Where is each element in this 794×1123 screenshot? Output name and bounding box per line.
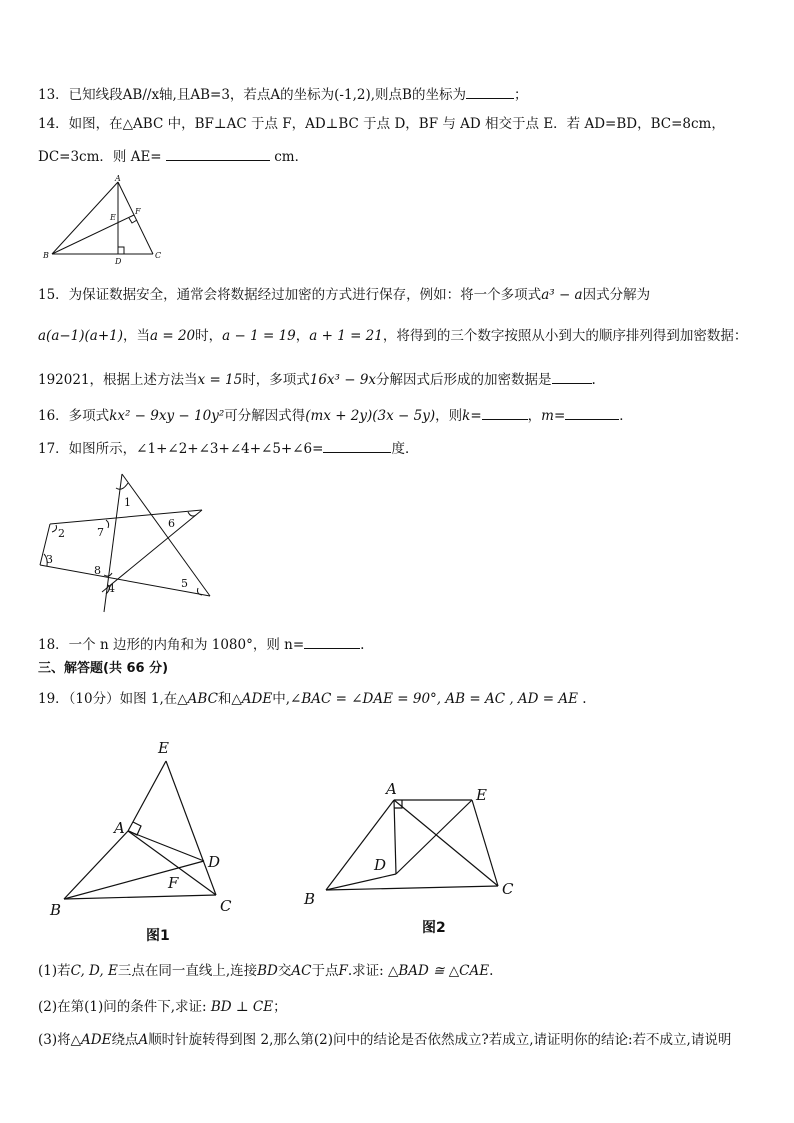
q19-part2-a: (2)在第(1)问的条件下,求证: [38, 999, 211, 1015]
q14-text-line2b: cm． [274, 149, 309, 165]
q17-label-5: 5 [181, 577, 188, 590]
q19-tri1: △ABC [177, 691, 218, 707]
q18-text-a: 18．一个 n 边形的内角和为 1080°，则 n= [38, 637, 305, 653]
q14-label-f: F [135, 207, 141, 216]
question-14-line1 [38, 115, 725, 133]
q14-label-e: E [110, 213, 116, 222]
q15-line3-d: . [591, 372, 596, 388]
q17-line-2 [122, 474, 210, 596]
question-18 [38, 634, 364, 654]
q19-part3-b: 绕点 [111, 1032, 139, 1048]
question-13 [38, 84, 527, 104]
fig1-segment-ba [64, 831, 128, 899]
q16-m: m [541, 408, 554, 424]
q14-right-angle-d [118, 247, 124, 254]
q14-text-line1: 14．如图，在△ABC 中，BF⊥AC 于点 F，AD⊥BC 于点 D，BF 与 AD 相交于点 E．若 AD=BD，BC=8cm， [38, 116, 725, 132]
question-14-line2 [38, 146, 308, 166]
q17-star-figure [36, 470, 216, 615]
fig2-segment-ec [472, 800, 498, 886]
fig2-label-d: D [374, 856, 387, 874]
q17-label-3: 3 [46, 553, 53, 566]
q19-part1-a: (1)若 [38, 963, 71, 979]
q14-label-d: D [115, 257, 122, 266]
q19-part-2 [38, 998, 287, 1016]
q14-answer-blank[interactable] [166, 146, 270, 161]
q17-arc-1 [116, 483, 128, 489]
question-16 [38, 405, 633, 425]
q19-part1-end: . [489, 963, 494, 979]
fig1-caption: 图1 [146, 928, 170, 944]
q19-figure-1 [40, 735, 250, 945]
question-19 [38, 690, 587, 708]
section-3-heading: 三、解答题(共 66 分) [38, 661, 169, 676]
q15-line3-poly: 16x³ − 9x [309, 372, 377, 388]
q17-label-2: 2 [58, 527, 65, 540]
q19-part3-tri: △ADE [70, 1032, 112, 1048]
question-15-line2 [38, 327, 747, 345]
q19-figure-2 [298, 770, 528, 940]
q19-text-c: 中, [272, 691, 291, 707]
q19-part1-d: 于点 [311, 963, 339, 979]
q17-label-1: 1 [124, 496, 131, 509]
q15-line2-v2: a + 1 = 21 [309, 328, 383, 344]
q15-text1b: 因式分解为 [582, 287, 651, 303]
q17-label-4: 4 [108, 582, 115, 595]
q17-arc-2 [52, 525, 57, 532]
q16-poly: kx² − 9xy − 10y² [109, 408, 225, 424]
q15-line2-cond: a = 20 [150, 328, 196, 344]
fig2-label-e: E [476, 786, 487, 804]
q19-tri2: △ADE [231, 691, 273, 707]
fig1-segment-ae [128, 761, 166, 831]
q13-tail: ； [513, 87, 528, 103]
question-15-line3 [38, 369, 596, 389]
fig2-label-c: C [502, 880, 514, 898]
fig1-segment-bc [64, 895, 216, 899]
q17-text-b: 度． [391, 441, 419, 457]
q14-label-b: B [43, 251, 49, 260]
q17-label-6: 6 [168, 517, 175, 530]
q15-text1a: 15．为保证数据安全，通常会将数据经过加密的方式进行保存，例如：将一个多项式 [38, 287, 542, 303]
q17-text-a: 17．如图所示，∠1+∠2+∠3+∠4+∠5+∠6= [38, 441, 324, 457]
q15-factor: a(a−1)(a+1) [38, 328, 124, 344]
question-15-line1 [38, 286, 650, 304]
q19-part1-e: .求证: [347, 963, 388, 979]
q19-part1-ac: AC [291, 963, 312, 979]
fig1-label-f: F [168, 874, 179, 892]
q19-text-b: 和 [217, 691, 232, 707]
q15-line2-c: ， [295, 328, 310, 344]
q17-label-8: 8 [94, 564, 101, 577]
q19-part3-c: 顺时针旋转得到图 2,那么第(2)问中的结论是否依然成立?若成立,请证明你的结论:若不成立,请说明 [148, 1032, 732, 1048]
fig1-label-d: D [208, 853, 221, 871]
q15-line2-d: ，将得到的三个数字按照从小到大的顺序排列得到加密数据： [382, 328, 748, 344]
q16-m-blank[interactable] [565, 405, 619, 420]
q14-segment-ac [118, 182, 153, 254]
q19-cond: ∠BAC = ∠DAE = 90°, AB = AC , AD = AE [290, 691, 578, 707]
q19-text-d: . [577, 691, 587, 707]
question-17 [38, 438, 418, 458]
q19-part3-a: (3)将 [38, 1032, 71, 1048]
q15-line2-a: ，当 [123, 328, 151, 344]
fig1-label-b: B [50, 901, 62, 919]
q19-part3-pt: A [138, 1032, 149, 1048]
q19-part-1 [38, 962, 493, 980]
q16-factored: (mx + 2y)(3x − 5y) [305, 408, 436, 424]
fig1-segment-ad [128, 831, 204, 861]
q17-label-7: 7 [97, 526, 104, 539]
q14-segment-ab [52, 182, 118, 254]
fig2-label-b: B [304, 890, 316, 908]
q19-part1-b: 三点在同一直线上,连接 [117, 963, 258, 979]
q19-text-a: 19．（10分）如图 1,在 [38, 691, 178, 707]
q19-part1-pts: C, D, E [70, 963, 118, 979]
q13-text: 13．已知线段AB//x轴,且AB=3，若点A的坐标为(-1,2),则点B的坐标为 [38, 87, 466, 103]
q16-text-a: 16．多项式 [38, 408, 110, 424]
q17-line-3 [50, 510, 202, 524]
q16-text-g: ． [619, 408, 633, 424]
fig1-label-a: A [114, 819, 125, 837]
q16-text-c: ，则 [435, 408, 463, 424]
q13-answer-blank[interactable] [466, 84, 514, 99]
q19-part-3 [38, 1031, 731, 1049]
q16-k-blank[interactable] [482, 405, 528, 420]
fig2-caption: 图2 [422, 920, 446, 936]
q15-line3-c: 分解因式后形成的加密数据是 [376, 372, 552, 388]
q15-line2-v1: a − 1 = 19 [222, 328, 296, 344]
q19-part1-bd: BD [257, 963, 278, 979]
q17-arc-6 [188, 512, 196, 516]
q15-line3-cond: x = 15 [197, 372, 243, 388]
q18-answer-blank[interactable] [304, 634, 360, 649]
q17-answer-blank[interactable] [323, 438, 391, 453]
fig2-segment-ac [394, 800, 498, 886]
fig2-label-a: A [386, 780, 397, 798]
fig1-label-e: E [158, 739, 169, 757]
q19-part1-f: F [338, 963, 348, 979]
fig1-segment-bd [64, 861, 204, 899]
fig1-label-c: C [220, 897, 232, 915]
q14-text-line2a: DC=3cm．则 AE= [38, 149, 162, 165]
q14-label-a: A [115, 174, 121, 183]
q19-part2-b: ； [273, 999, 287, 1015]
q15-answer-blank[interactable] [552, 369, 592, 384]
q15-poly1: a³ − a [541, 287, 583, 303]
q14-label-c: C [155, 251, 162, 260]
q15-line2-b: 时， [195, 328, 223, 344]
q14-segment-bf [52, 215, 134, 254]
q19-part2-claim: BD ⊥ CE [210, 999, 274, 1015]
q16-text-b: 可分解因式得 [224, 408, 306, 424]
q16-text-e: ， [527, 408, 542, 424]
q16-k: k [462, 408, 471, 424]
q16-text-f: = [553, 408, 566, 424]
fig2-segment-bc [326, 886, 498, 890]
q17-arc-8 [104, 573, 112, 576]
q17-arc-7 [106, 520, 109, 528]
q19-part1-c: 交 [277, 963, 292, 979]
q16-text-d: = [470, 408, 482, 424]
q18-text-b: . [360, 637, 365, 653]
q15-line3-a: 192021，根据上述方法当 [38, 372, 198, 388]
q15-line3-b: 时，多项式 [242, 372, 310, 388]
q14-triangle-figure [38, 172, 173, 264]
fig2-segment-ad [394, 800, 396, 874]
q19-part1-claim: △BAD ≅ △CAE [388, 963, 490, 979]
